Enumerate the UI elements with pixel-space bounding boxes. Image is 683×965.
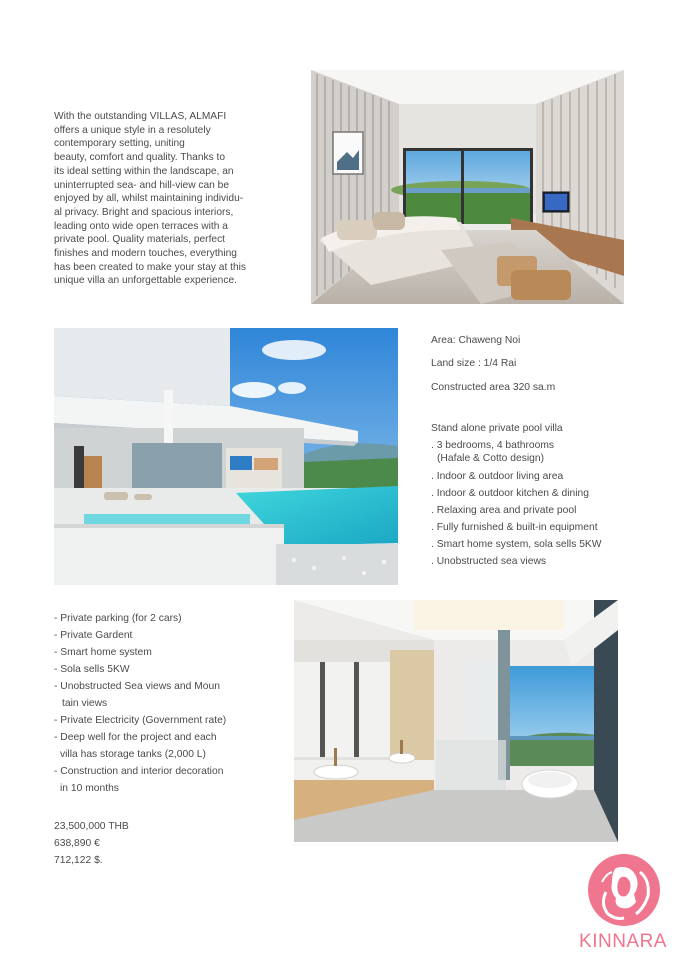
spec-item: . Indoor & outdoor kitchen & dining [431, 488, 589, 499]
intro-line: offers a unique style in a resolutely [54, 124, 211, 136]
intro-line: leading onto wide open terraces with a [54, 220, 228, 232]
feature-item: - Smart home system [54, 647, 152, 658]
price-usd: 712,122 $. [54, 855, 103, 866]
spec-item: . Smart home system, sola sells 5KW [431, 539, 602, 550]
feature-item: - Unobstructed Sea views and Moun [54, 681, 220, 692]
spec-item: . Fully furnished & built-in equipment [431, 522, 598, 533]
pool-terrace-photo [54, 328, 398, 585]
feature-item: - Deep well for the project and each [54, 732, 217, 743]
feature-item: - Construction and interior decoration [54, 766, 224, 777]
intro-paragraph [54, 110, 276, 288]
bedroom-photo [311, 70, 624, 304]
bathroom-photo [294, 600, 618, 842]
intro-line: its ideal setting within the landscape, an [54, 165, 234, 177]
spec-item: . Unobstructed sea views [431, 556, 547, 567]
intro-line: finishes and modern touches, everything [54, 248, 237, 260]
price-thb: 23,500,000 THB [54, 821, 129, 832]
kinnara-logo [570, 852, 676, 958]
kinnara-emblem-icon [586, 852, 662, 928]
intro-line: uninterrupted sea- and hill-view can be [54, 179, 229, 191]
spec-item: . 3 bedrooms, 4 bathrooms [431, 440, 555, 451]
spec-area: Area: Chaweng Noi [431, 335, 521, 346]
intro-line: al privacy. Bright and spacious interiors, [54, 206, 234, 218]
intro-line: private pool. Quality materials, perfect [54, 234, 225, 246]
feature-item: - Private Gardent [54, 630, 133, 641]
feature-item: in 10 months [60, 783, 119, 794]
feature-item: - Sola sells 5KW [54, 664, 130, 675]
brand-name: KINNARA [579, 931, 667, 952]
spec-land-size: Land size : 1/4 Rai [431, 358, 517, 369]
feature-item: tain views [62, 698, 108, 709]
feature-item: - Private parking (for 2 cars) [54, 613, 182, 624]
price-eur: 638,890 € [54, 838, 100, 849]
spec-constructed-area: Constructed area 320 sa.m [431, 382, 556, 393]
intro-line: With the outstanding VILLAS, ALMAFI [54, 111, 227, 122]
feature-item: - Private Electricity (Government rate) [54, 715, 227, 726]
intro-line: has been created to make your stay at this [54, 261, 246, 273]
intro-line: unique villa an unforgettable experience. [54, 275, 237, 287]
feature-item: villa has storage tanks (2,000 L) [60, 749, 206, 760]
price-list [54, 818, 129, 869]
intro-line: beauty, comfort and quality. Thanks to [54, 152, 226, 164]
spec-item: (Hafale & Cotto design) [437, 453, 545, 464]
spec-item: . Relaxing area and private pool [431, 505, 577, 516]
spec-item: . Indoor & outdoor living area [431, 471, 564, 482]
intro-line: enjoyed by all, whilst maintaining individu- [54, 193, 244, 205]
spec-heading: Stand alone private pool villa [431, 423, 563, 434]
intro-line: contemporary setting, uniting [54, 138, 185, 150]
